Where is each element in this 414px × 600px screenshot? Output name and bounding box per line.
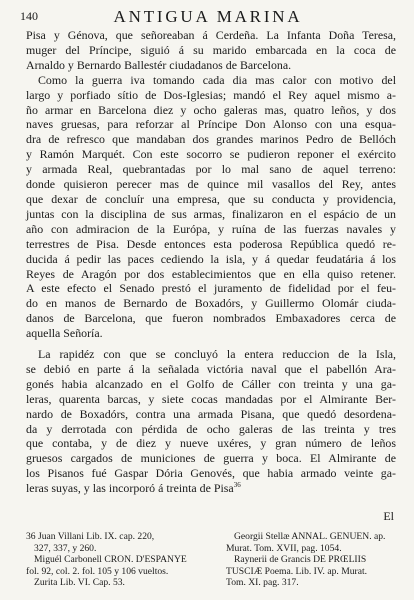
footnote-line: 327, 337, y 260. [34, 542, 97, 554]
text-line: leras, quarenta barcas, y siete cocas mandadas por el Almirante Ber- [26, 391, 396, 406]
text-line: gruesos cargados de municiones de guerra y boca. El Almirante de [26, 451, 396, 466]
text-line: Como la guerra iva tomando cada dia mas calor con motivo del [38, 72, 396, 87]
text-line: y armada Real, quebrantadas por lo mal sano de aquel terreno: [26, 162, 396, 177]
text-line: gonés habia alcanzado en el Golfo de Cáller con treinta y una ga- [26, 376, 396, 391]
paragraph-1 [26, 28, 396, 73]
body-text [26, 28, 396, 496]
footnotes-left-column [26, 531, 187, 589]
text-line: ño armar en Barcelona diez y ocho galeras mas, quatro leños, y dos [26, 102, 396, 117]
paragraph-2 [26, 73, 396, 341]
text-line: Pisa y Génova, que señoreaban á Cerdeña. La Infanta Doña Teresa, [26, 28, 396, 42]
footnote-line: Miguél Carbonell CRON. D'ESPANYE [34, 554, 187, 565]
text-line: los Pisanos fué Gaspar Dória Genovés, que habia armado veinte ga- [26, 466, 396, 481]
text-line: donde quisieron perecer mas de quince mil vasallos del Rey, antes [26, 177, 396, 192]
text-line: que contaba, y de diez y nueve uxéres, y gran número de leños [26, 436, 396, 451]
text-line: do en manos de Bernardo de Boxadórs, y Guillermo Olomár ciuda- [26, 296, 396, 311]
text-line: largo y porfiado sítio de Dos-Iglesias; mandó el Rey aquel mismo a- [26, 87, 396, 102]
text-line: se debió en parte á la señalada victória naval que el pabellón Ara- [26, 361, 396, 376]
footnote-line: Murat. Tom. XVII, pag. 1054. [226, 542, 342, 554]
text-line: juntas con la disciplina de sus armas, finalizaron en el espácio de un [26, 206, 396, 221]
page-number: 140 [20, 9, 38, 23]
text-line: A este efecto el Senado prestó el juramento de fidelidad por el feu- [26, 281, 396, 296]
text-line: dra de refresco que mandaban dos grandes marinos Pedro de Bellóch [26, 132, 396, 147]
text-line: nardo de Boxadórs, contra una armada Pisana, que quedó desordena- [26, 406, 396, 421]
paragraph-3 [26, 347, 396, 496]
text-line: que dexar de concluír una empresa, que su conducta y providencia, [26, 191, 396, 206]
text-line: ducida á pedir las paces cediendo la isla, y á quedar feudatária á los [26, 251, 396, 266]
text-line [26, 481, 396, 496]
text-line: Arnaldo y Bernardo Ballestér ciudadanos de Barcelona. [26, 57, 292, 72]
running-title: ANTIGUA MARINA [113, 7, 303, 26]
text-line: aquella Señoría. [26, 326, 103, 341]
footnote-line: fol. 92, col. 2. fol. 105 y 106 vueltos. [26, 565, 169, 577]
catchword: El [383, 509, 394, 523]
text-line: año con admiracion de la Európa, y ruína de las fuerzas navales y [26, 221, 396, 236]
footnote-line: Georgii Stellæ ANNAL. GENUEN. ap. [234, 531, 386, 542]
text-line: da y derrotada con pérdida de ocho galeras de las treinta y tres [26, 421, 396, 436]
text-line: terrestres de Pisa. Desde entonces esta poderosa República quedó re- [26, 236, 396, 251]
footnote-line: Tom. XI. pag. 317. [226, 577, 299, 588]
text-line: y Ramón Marquét. Con este socorro se pudieron reponer el exército [26, 147, 396, 162]
footnote-marker[interactable]: 36 [233, 481, 241, 490]
text-line: Reyes de Aragón por dos establecimientos que en ella quiso retener. [26, 266, 396, 281]
footnotes-right-column [226, 531, 385, 589]
text-line-content: leras suyas, y las incorporó á treinta de Pisa [26, 481, 234, 496]
footnote-line: TUSCIÆ Poema. Lib. IV. ap. Murat. [226, 565, 368, 577]
text-line: naves gruesas, para reforzar al Príncipe Don Alonso con una esqua- [26, 117, 396, 132]
text-line: muger del Príncipe, siguió á su marido embarcada en la coca de [26, 42, 396, 57]
page-header [20, 7, 396, 27]
footnote-line: Raynerii de Grancis DE PRŒLIIS [234, 554, 367, 565]
footnote-line: Zurita Lib. VI. Cap. 53. [34, 577, 125, 588]
text-line: La rapidéz con que se concluyó la entera reduccion de la Isla, [38, 347, 396, 362]
text-line: danos de Barcelona, que fueron nombrados Embaxadores cerca de [26, 311, 396, 326]
footnote-line: 36 Juan Villani Lib. IX. cap. 220, [26, 531, 155, 542]
